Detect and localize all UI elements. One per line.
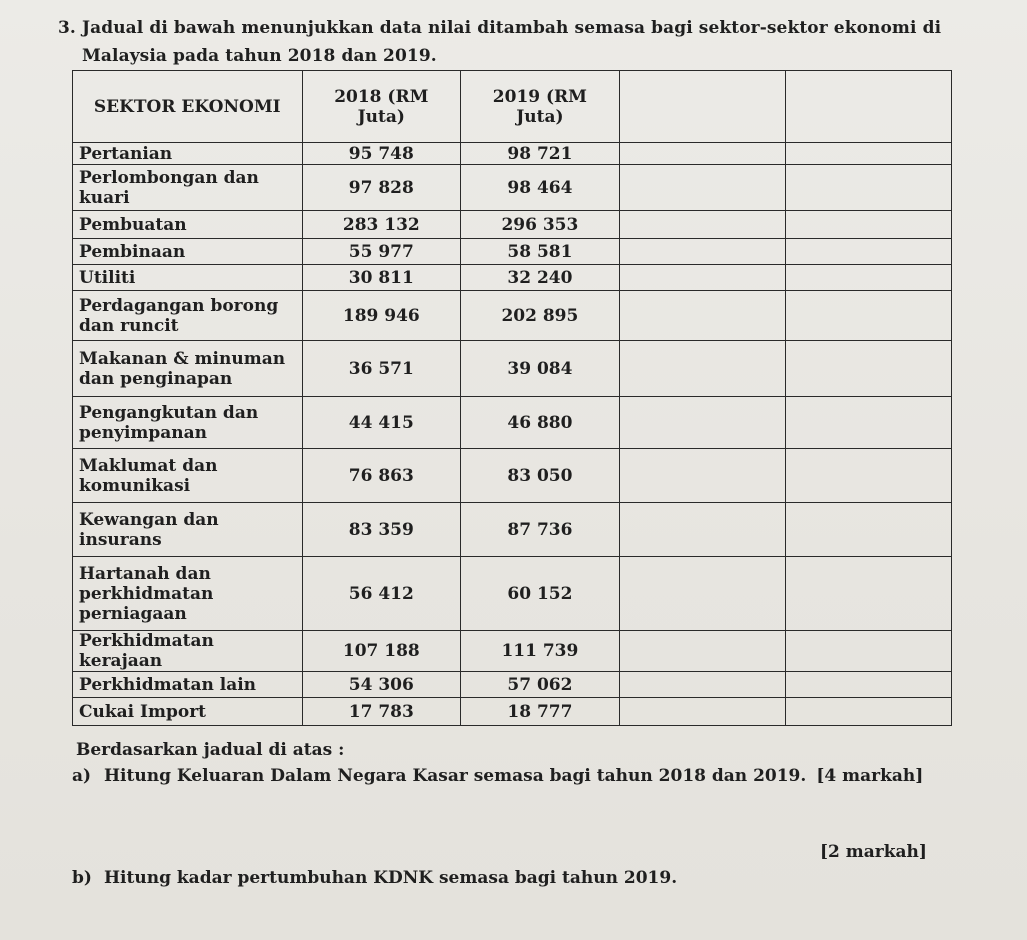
question-number: 3. xyxy=(58,18,76,38)
header-blank-2 xyxy=(785,71,951,143)
question-a xyxy=(72,766,952,786)
value-2018-cell: 17 783 xyxy=(302,698,461,726)
question-b xyxy=(72,868,712,888)
sector-cell: Pembinaan xyxy=(73,239,303,265)
blank-cell xyxy=(785,672,951,698)
table-row xyxy=(73,503,952,557)
value-2018-cell: 36 571 xyxy=(302,341,461,397)
table-row xyxy=(73,672,952,698)
intro-line-2: Malaysia pada tahun 2018 dan 2019. xyxy=(82,46,437,66)
blank-cell xyxy=(785,291,951,341)
sector-cell: Perdagangan borong dan runcit xyxy=(73,291,303,341)
table-header-row xyxy=(73,71,952,143)
sector-cell: Kewangan dan insurans xyxy=(73,503,303,557)
sector-cell: Utiliti xyxy=(73,265,303,291)
questions-lead: Berdasarkan jadual di atas : xyxy=(76,740,345,760)
value-2019-cell: 98 464 xyxy=(461,165,620,211)
value-2018-cell: 56 412 xyxy=(302,557,461,631)
sector-cell: Pengangkutan dan penyimpanan xyxy=(73,397,303,449)
table-row xyxy=(73,143,952,165)
value-2018-cell: 95 748 xyxy=(302,143,461,165)
question-a-label: a) xyxy=(72,766,92,786)
blank-cell xyxy=(619,397,785,449)
question-b-label: b) xyxy=(72,868,92,888)
table-row xyxy=(73,557,952,631)
blank-cell xyxy=(619,165,785,211)
value-2019-cell: 58 581 xyxy=(461,239,620,265)
blank-cell xyxy=(785,503,951,557)
blank-cell xyxy=(785,211,951,239)
blank-cell xyxy=(785,698,951,726)
blank-cell xyxy=(785,239,951,265)
value-2019-cell: 202 895 xyxy=(461,291,620,341)
sector-cell: Perkhidmatan lain xyxy=(73,672,303,698)
value-2019-cell: 60 152 xyxy=(461,557,620,631)
blank-cell xyxy=(619,503,785,557)
sector-cell: Makanan & minuman dan penginapan xyxy=(73,341,303,397)
table-row xyxy=(73,165,952,211)
question-b-marks: [2 markah] xyxy=(820,842,927,862)
question-intro xyxy=(58,14,958,70)
blank-cell xyxy=(619,239,785,265)
question-b-text: Hitung kadar pertumbuhan KDNK semasa bagi tahun 2019. xyxy=(104,868,678,888)
value-2018-cell: 97 828 xyxy=(302,165,461,211)
value-2018-cell: 54 306 xyxy=(302,672,461,698)
blank-cell xyxy=(785,397,951,449)
sector-cell: Maklumat dan komunikasi xyxy=(73,449,303,503)
blank-cell xyxy=(619,698,785,726)
blank-cell xyxy=(619,557,785,631)
table-row xyxy=(73,397,952,449)
value-2019-cell: 87 736 xyxy=(461,503,620,557)
value-2019-cell: 57 062 xyxy=(461,672,620,698)
table-row xyxy=(73,631,952,672)
value-2018-cell: 189 946 xyxy=(302,291,461,341)
value-2019-cell: 296 353 xyxy=(461,211,620,239)
value-2018-cell: 107 188 xyxy=(302,631,461,672)
header-blank-1 xyxy=(619,71,785,143)
value-2018-cell: 283 132 xyxy=(302,211,461,239)
blank-cell xyxy=(785,631,951,672)
value-2018-cell: 83 359 xyxy=(302,503,461,557)
table-row xyxy=(73,341,952,397)
sector-cell: Perkhidmatan kerajaan xyxy=(73,631,303,672)
blank-cell xyxy=(785,165,951,211)
header-sector: SEKTOR EKONOMI xyxy=(73,71,303,143)
value-2019-cell: 32 240 xyxy=(461,265,620,291)
table-row xyxy=(73,211,952,239)
table-row xyxy=(73,265,952,291)
sector-cell: Pertanian xyxy=(73,143,303,165)
value-2018-cell: 76 863 xyxy=(302,449,461,503)
blank-cell xyxy=(619,291,785,341)
value-2019-cell: 98 721 xyxy=(461,143,620,165)
sector-cell: Perlombongan dan kuari xyxy=(73,165,303,211)
blank-cell xyxy=(619,449,785,503)
value-2019-cell: 39 084 xyxy=(461,341,620,397)
intro-line-1: Jadual di bawah menunjukkan data nilai ditambah semasa bagi sektor-sektor ekonomi di xyxy=(81,18,942,38)
header-2019: 2019 (RM Juta) xyxy=(461,71,620,143)
table-row xyxy=(73,239,952,265)
blank-cell xyxy=(619,265,785,291)
blank-cell xyxy=(619,672,785,698)
question-a-marks: [4 markah] xyxy=(816,766,924,786)
table-row xyxy=(73,291,952,341)
blank-cell xyxy=(785,341,951,397)
blank-cell xyxy=(619,341,785,397)
sector-cell: Hartanah dan perkhidmatan perniagaan xyxy=(73,557,303,631)
value-2019-cell: 46 880 xyxy=(461,397,620,449)
question-a-text: Hitung Keluaran Dalam Negara Kasar semasa bagi tahun 2018 dan 2019. xyxy=(104,766,807,786)
value-2019-cell: 111 739 xyxy=(461,631,620,672)
sector-cell: Cukai Import xyxy=(73,698,303,726)
value-2019-cell: 83 050 xyxy=(461,449,620,503)
blank-cell xyxy=(619,631,785,672)
table-row xyxy=(73,449,952,503)
sector-cell: Pembuatan xyxy=(73,211,303,239)
table-body xyxy=(73,143,952,726)
blank-cell xyxy=(785,449,951,503)
value-2019-cell: 18 777 xyxy=(461,698,620,726)
blank-cell xyxy=(785,557,951,631)
value-2018-cell: 30 811 xyxy=(302,265,461,291)
table-row xyxy=(73,698,952,726)
value-2018-cell: 44 415 xyxy=(302,397,461,449)
value-2018-cell: 55 977 xyxy=(302,239,461,265)
header-2018: 2018 (RM Juta) xyxy=(302,71,461,143)
blank-cell xyxy=(619,211,785,239)
blank-cell xyxy=(619,143,785,165)
blank-cell xyxy=(785,265,951,291)
economic-sector-table xyxy=(72,70,952,726)
blank-cell xyxy=(785,143,951,165)
